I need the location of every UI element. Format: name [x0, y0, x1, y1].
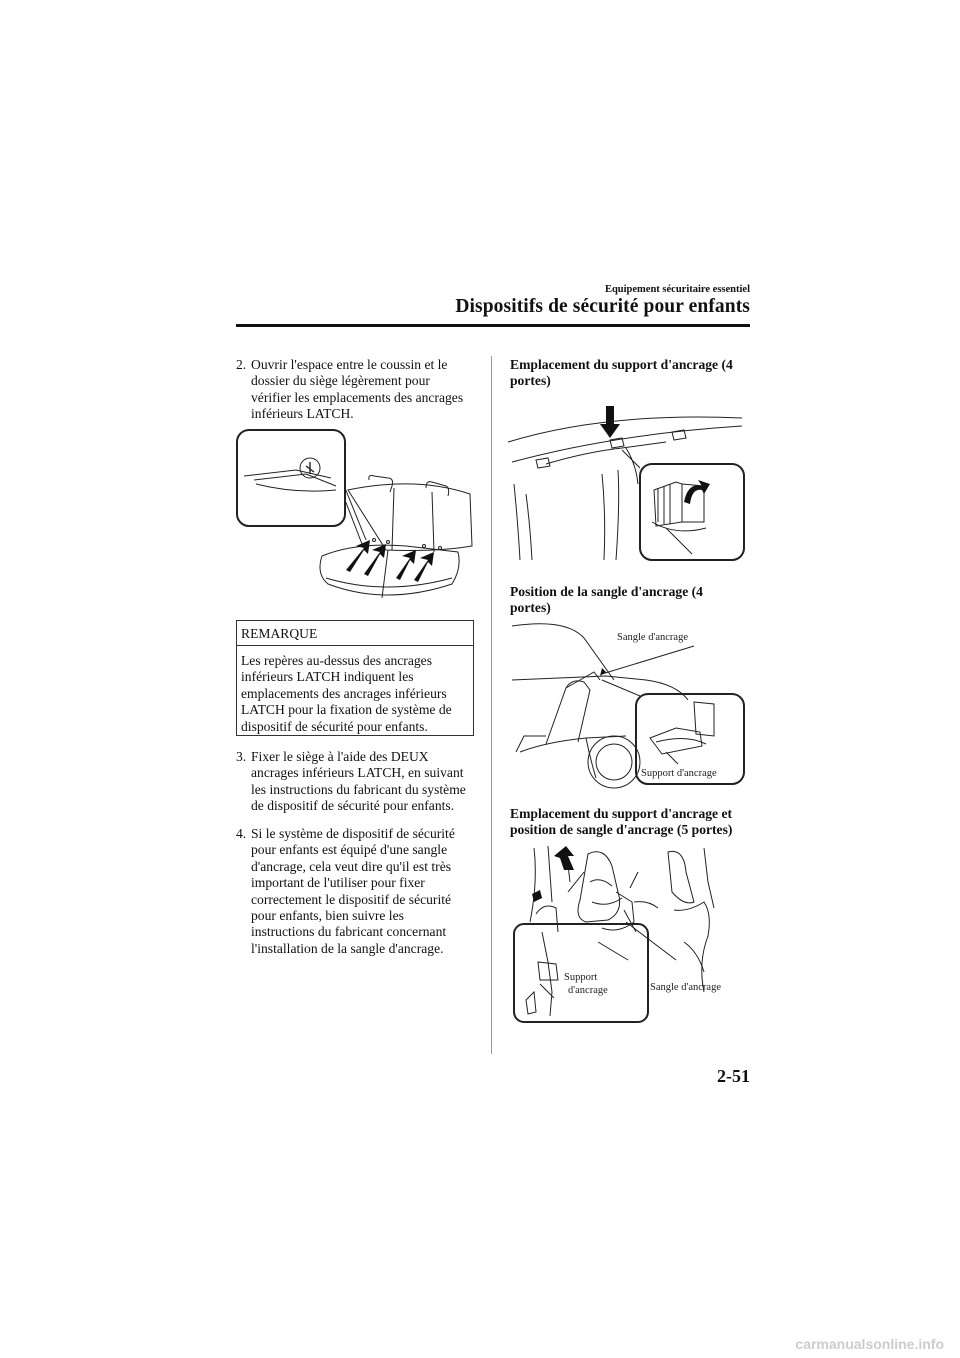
- note-box: [236, 620, 474, 736]
- step-line: ancrages inférieurs LATCH, en suivant: [251, 765, 464, 781]
- label-tether-strap: Sangle d'ancrage: [617, 632, 688, 643]
- step-line: dossier du siège légèrement pour: [251, 373, 430, 389]
- step-line: les instructions du fabricant du système: [251, 781, 466, 797]
- note-line: emplacements des ancrages inférieurs: [241, 685, 447, 701]
- step-line: inférieurs LATCH.: [251, 406, 354, 422]
- caption-line: portes): [510, 600, 551, 616]
- step-line: de dispositif de sécurité pour enfants.: [251, 798, 455, 814]
- label-support-line1: Support: [564, 972, 598, 983]
- page-number: 2-51: [717, 1066, 750, 1086]
- step-number: 2.: [236, 357, 247, 372]
- step-line: Si le système de dispositif de sécurité: [251, 826, 455, 841]
- step-line: Ouvrir l'espace entre le coussin et le: [251, 357, 448, 372]
- figure-anchor-bracket-4door: [506, 404, 750, 570]
- note-heading: REMARQUE: [237, 621, 473, 646]
- caption-line: portes): [510, 373, 551, 389]
- header-rule: [236, 324, 750, 327]
- step-line: pour enfants est équipé d'une sangle: [251, 842, 448, 858]
- figure-caption-3: [510, 806, 755, 839]
- figure-anchor-5door: [508, 842, 752, 1026]
- note-line: dispositif de sécurité pour enfants.: [241, 718, 428, 734]
- caption-line: Emplacement du support d'ancrage et: [510, 806, 733, 821]
- step-line: important de l'utiliser pour fixer: [251, 875, 425, 891]
- step-4: [236, 826, 484, 962]
- label-sangle: Sangle d'ancrage: [650, 982, 721, 993]
- step-number: 4.: [236, 826, 247, 841]
- step-line: pour enfants, bien suivre les: [251, 908, 404, 924]
- figure-caption-1: [510, 357, 755, 390]
- caption-line: Position de la sangle d'ancrage (4: [510, 584, 703, 599]
- caption-line: Emplacement du support d'ancrage (4: [510, 357, 733, 372]
- step-number: 3.: [236, 749, 247, 764]
- step-line: correctement le dispositif de sécurité: [251, 891, 452, 907]
- step-line: l'installation de la sangle d'ancrage.: [251, 940, 444, 956]
- step-line: Fixer le siège à l'aide des DEUX: [251, 749, 429, 764]
- note-line: LATCH pour la fixation de système de: [241, 702, 452, 718]
- column-divider: [491, 356, 492, 1054]
- watermark: carmanualsonline.info: [795, 1336, 944, 1352]
- label-anchor-bracket: Support d'ancrage: [641, 768, 717, 779]
- step-2: [236, 357, 484, 427]
- note-line: Les repères au-dessus des ancrages: [241, 653, 432, 668]
- label-support-line2: d'ancrage: [568, 985, 608, 996]
- figure-rear-seat-latch: [236, 428, 476, 608]
- page-title: Dispositifs de sécurité pour enfants: [455, 296, 750, 317]
- step-line: instructions du fabricant concernant: [251, 924, 447, 940]
- step-3: [236, 749, 484, 819]
- step-line: d'ancrage, cela veut dire qu'il est très: [251, 858, 452, 874]
- step-line: vérifier les emplacements des ancrages: [251, 389, 464, 405]
- caption-line: position de sangle d'ancrage (5 portes): [510, 822, 733, 838]
- section-subtitle: Equipement sécuritaire essentiel: [604, 284, 750, 295]
- figure-caption-2: [510, 584, 755, 617]
- note-line: inférieurs LATCH indiquent les: [241, 669, 414, 685]
